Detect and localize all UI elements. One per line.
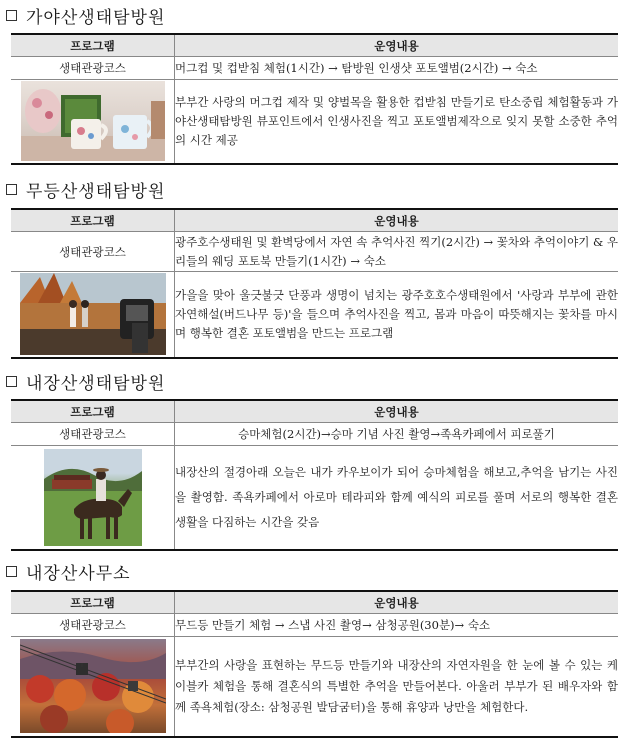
header-content: 운영내용 (175, 209, 619, 232)
section-title (6, 559, 131, 583)
course-name: 생태관광코스 (11, 423, 175, 446)
course-name: 생태관광코스 (11, 232, 175, 272)
course-detail: 승마체험(2시간)→승마 기념 사진 촬영→족욕카페에서 피로풀기 (175, 423, 619, 446)
header-content: 운영내용 (175, 591, 619, 614)
section-title (6, 177, 165, 201)
course-description: 가을을 맞아 울긋불긋 단풍과 생명이 넘치는 광주호호수생태원에서 '사랑과 부부에 관한 자연해설(버드나무 등)'을 들으며 추억사진을 찍고, 몸과 마음이 따뜻해지는 꽃차를 마시며 행복한 결혼 포토앨범을 만드는 프로그램 (175, 272, 619, 358)
checkbox-icon (6, 184, 17, 195)
course-detail: 무드등 만들기 체험 → 스냅 사진 촬영→ 삼청공원(30분)→ 숙소 (175, 614, 619, 637)
header-program: 프로그램 (11, 400, 175, 423)
section-title-text: 내장산생태탐방원 (26, 373, 166, 394)
header-program: 프로그램 (11, 591, 175, 614)
course-name: 생태관광코스 (11, 614, 175, 637)
horse-riding-photo (44, 449, 142, 546)
program-table (11, 33, 618, 165)
section-title-text: 내장산사무소 (26, 563, 131, 584)
course-name: 생태관광코스 (11, 57, 175, 80)
section-title (6, 369, 165, 393)
program-table (11, 399, 618, 551)
checkbox-icon (6, 566, 17, 577)
checkbox-icon (6, 10, 17, 21)
mugs-photo (21, 81, 165, 161)
header-content: 운영내용 (175, 34, 619, 57)
program-table (11, 208, 618, 359)
section-title (6, 3, 165, 27)
checkbox-icon (6, 376, 17, 387)
header-content: 운영내용 (175, 400, 619, 423)
course-detail: 광주호수생태원 및 환벽당에서 자연 속 추억사진 찍기(2시간) → 꽃차와 추억이야기 & 우리들의 웨딩 포토북 만들기(1시간) → 숙소 (175, 232, 619, 272)
section-title-text: 무등산생태탐방원 (26, 181, 166, 202)
section-title-text: 가야산생태탐방원 (26, 7, 166, 28)
course-description: 부부간의 사랑을 표현하는 무드등 만들기와 내장산의 자연자원을 한 눈에 볼 수 있는 케이블카 체험을 통해 결혼식의 특별한 추억을 만들어본다. 아울러 부부가 된 배우자와 함께 족욕체험(장소: 삼청공원 발담굼터)을 통해 휴양과 낭만을 체험한다. (175, 637, 619, 737)
cable-car-autumn-photo (20, 639, 166, 733)
course-description: 부부간 사랑의 머그컵 제작 및 양벌목을 활용한 컵받침 만들기로 탄소중립 체험활동과 가야산생태탐방원 뷰포인트에서 인생사진을 찍고 포토앨범제작으로 잊지 못할 소중한 추억의 시간 제공 (175, 80, 619, 164)
program-table (11, 590, 618, 738)
couple-autumn-lake-photo (20, 273, 166, 355)
header-program: 프로그램 (11, 34, 175, 57)
header-program: 프로그램 (11, 209, 175, 232)
course-detail: 머그컵 및 컵받침 체험(1시간) → 탐방원 인생샷 포토앨범(2시간) → 숙소 (175, 57, 619, 80)
course-description: 내장산의 절경아래 오늘은 내가 카우보이가 되어 승마체험을 해보고,추억을 남기는 사진을 촬영함. 족욕카페에서 아로마 테라피와 함께 예식의 피로를 풀며 서로의 행복한 결혼생활을 다짐하는 시간을 갖음 (175, 446, 619, 550)
